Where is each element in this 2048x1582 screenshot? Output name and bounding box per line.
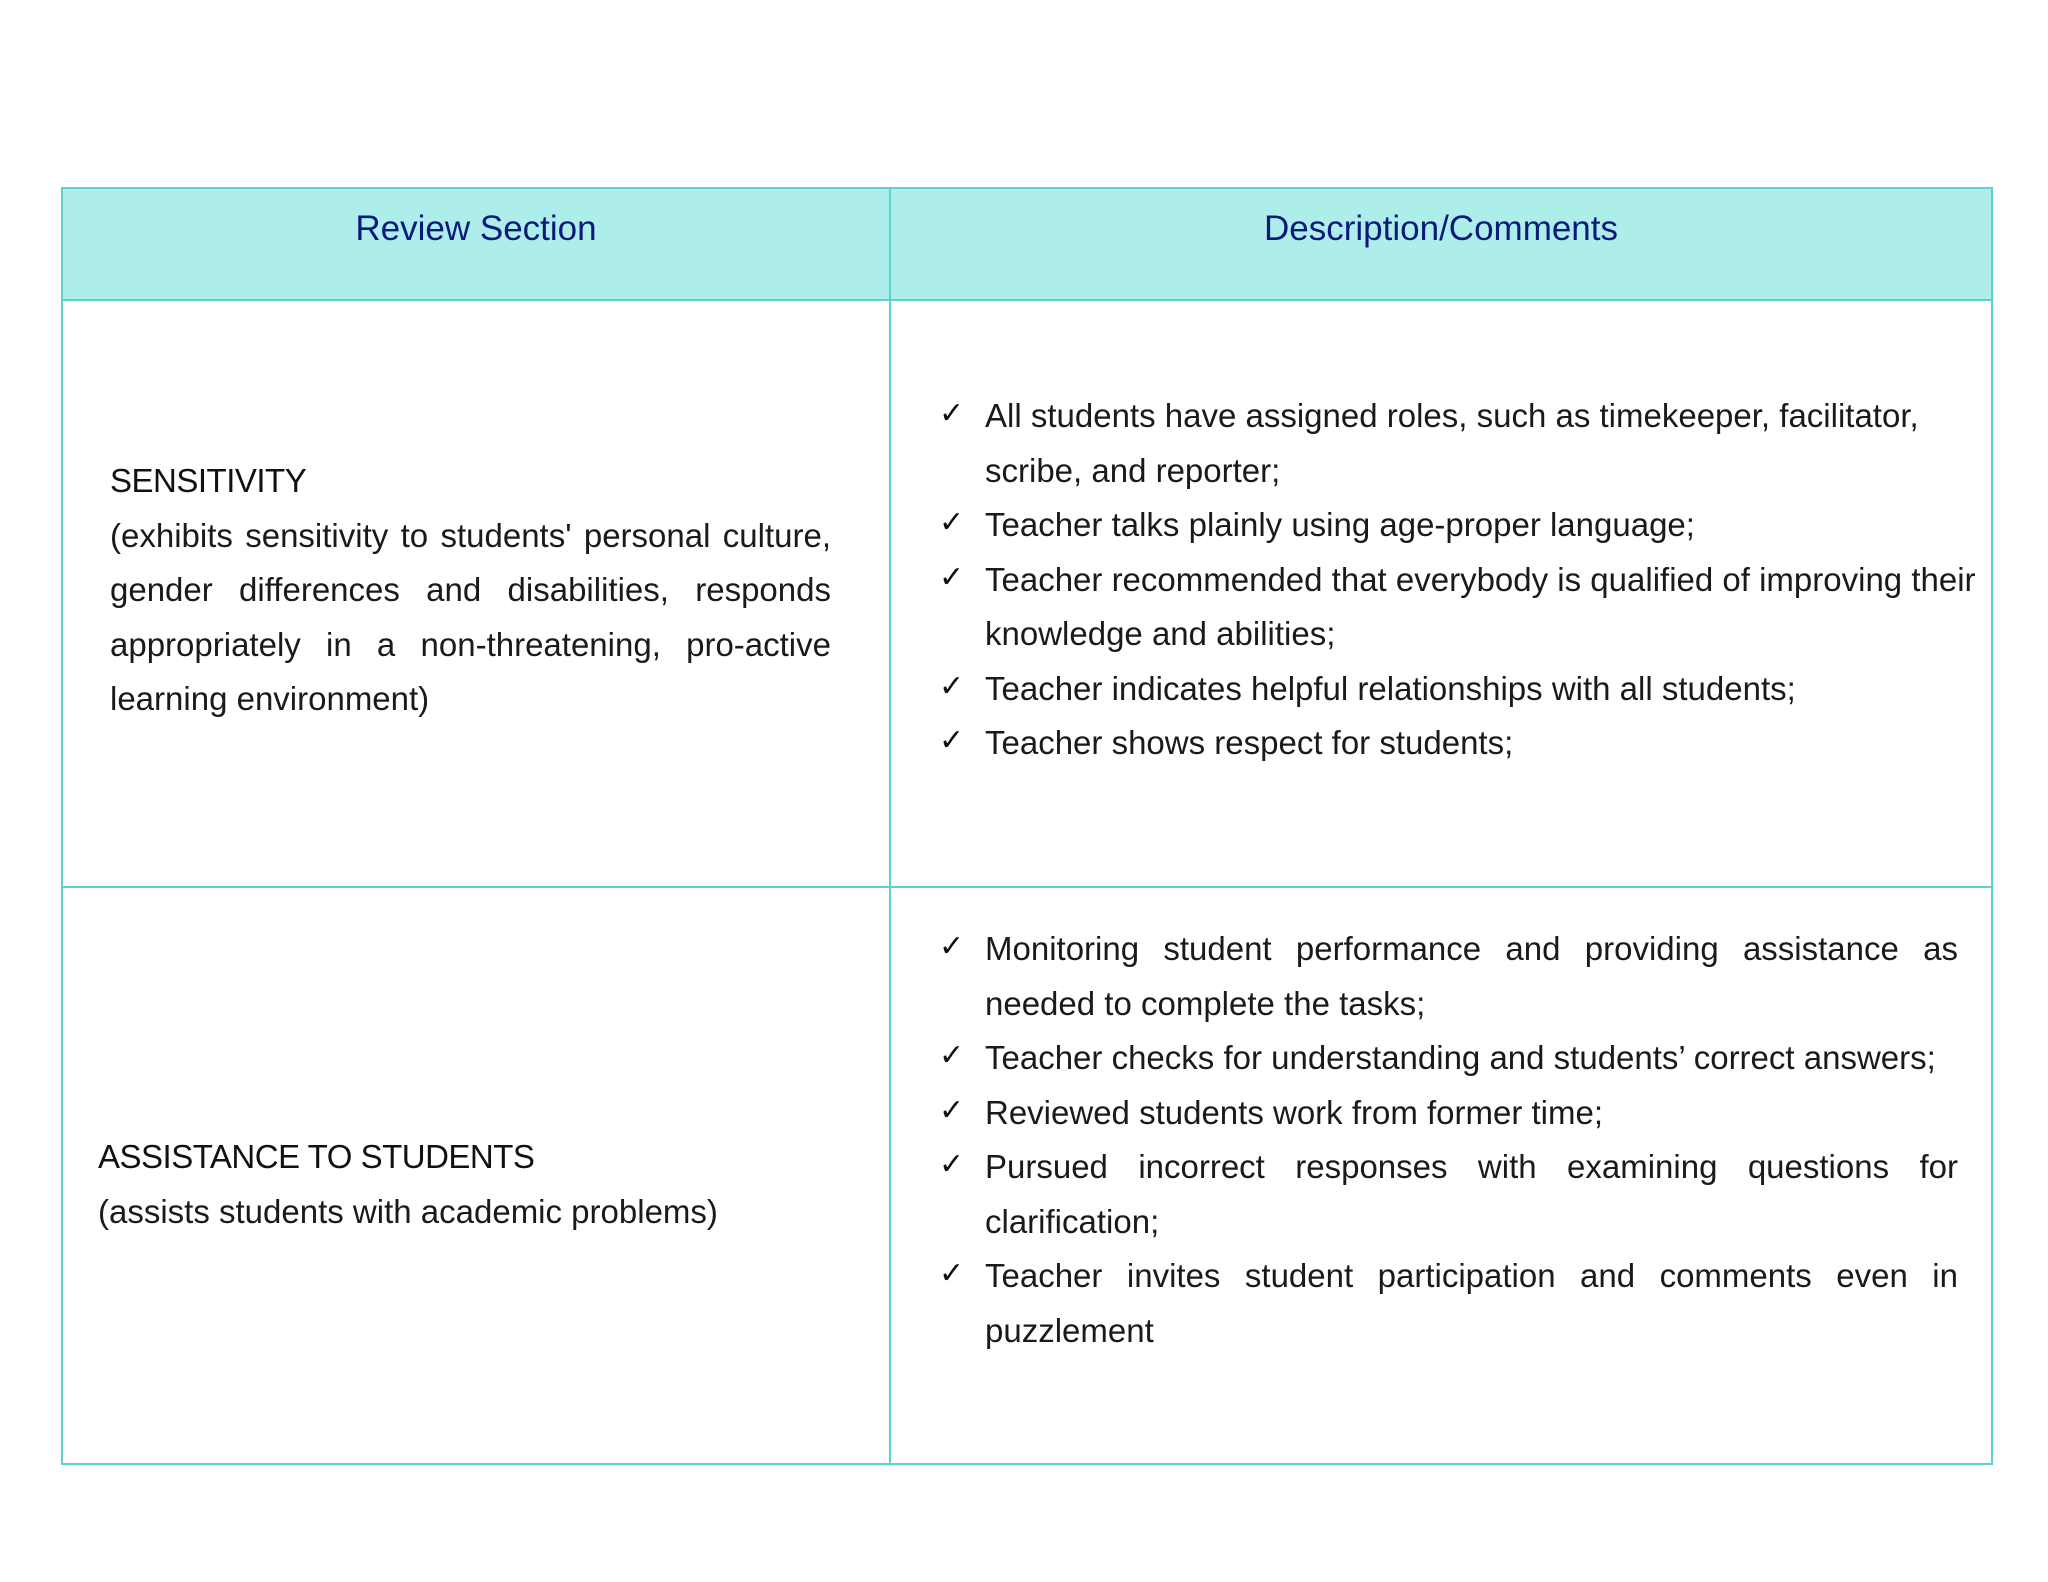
header-review-section: Review Section bbox=[62, 188, 890, 300]
comments-list bbox=[939, 922, 1958, 1358]
list-item bbox=[939, 1249, 1958, 1358]
check-icon: ✓ bbox=[939, 1038, 965, 1073]
list-item bbox=[939, 922, 1958, 1031]
section-cell bbox=[62, 300, 890, 887]
table-row bbox=[62, 887, 1992, 1464]
list-item bbox=[939, 716, 1989, 771]
table-row bbox=[62, 300, 1992, 887]
check-icon: ✓ bbox=[939, 1147, 965, 1182]
comments-list bbox=[939, 389, 1989, 771]
list-item-text: Teacher shows respect for students; bbox=[985, 724, 1514, 761]
section-title: ASSISTANCE TO STUDENTS bbox=[98, 1138, 535, 1175]
check-icon: ✓ bbox=[939, 1092, 965, 1128]
list-item-text: All students have assigned roles, such as timekeeper, facilitator, scribe, and reporter; bbox=[985, 397, 1919, 489]
section-description: (assists students with academic problems) bbox=[98, 1192, 718, 1230]
list-item-text: Teacher talks plainly using age-proper language; bbox=[985, 506, 1695, 543]
section-content bbox=[110, 454, 831, 727]
check-icon: ✓ bbox=[939, 929, 965, 964]
list-item bbox=[939, 1086, 1958, 1141]
comments-cell bbox=[890, 300, 1992, 887]
header-description-comments: Description/Comments bbox=[890, 188, 1992, 300]
section-description: (exhibits sensitivity to students' personal culture, gender differences and disabilities, responds appropriately in a non-threatening, pro-active learning environment) bbox=[110, 516, 831, 717]
section-title: SENSITIVITY bbox=[110, 462, 307, 499]
review-table bbox=[61, 187, 1993, 1465]
section-content bbox=[98, 1130, 829, 1239]
check-icon: ✓ bbox=[939, 396, 965, 431]
check-icon: ✓ bbox=[939, 1256, 965, 1291]
check-icon: ✓ bbox=[939, 668, 965, 704]
comments-cell bbox=[890, 887, 1992, 1464]
list-item-text: Teacher recommended that everybody is qualified of improving their knowledge and abilities; bbox=[985, 560, 1976, 652]
section-cell bbox=[62, 887, 890, 1464]
check-icon: ✓ bbox=[939, 505, 965, 540]
list-item bbox=[939, 1031, 1958, 1086]
list-item-text: Reviewed students work from former time; bbox=[985, 1093, 1604, 1131]
list-item-text: Pursued incorrect responses with examining questions for clarification; bbox=[985, 1148, 1958, 1240]
list-item bbox=[939, 553, 1989, 662]
list-item-text: Monitoring student performance and providing assistance as needed to complete the tasks; bbox=[985, 930, 1958, 1022]
list-item bbox=[939, 389, 1989, 498]
list-item-text: Teacher checks for understanding and students’ correct answers; bbox=[985, 1039, 1936, 1076]
list-item-text: Teacher invites student participation and comments even in puzzlement bbox=[985, 1257, 1958, 1349]
table-header-row bbox=[62, 188, 1992, 300]
check-icon: ✓ bbox=[939, 559, 965, 595]
list-item bbox=[939, 662, 1989, 717]
list-item bbox=[939, 498, 1989, 553]
list-item bbox=[939, 1140, 1958, 1249]
list-item-text: Teacher indicates helpful relationships with all students; bbox=[985, 669, 1796, 707]
check-icon: ✓ bbox=[939, 723, 965, 758]
